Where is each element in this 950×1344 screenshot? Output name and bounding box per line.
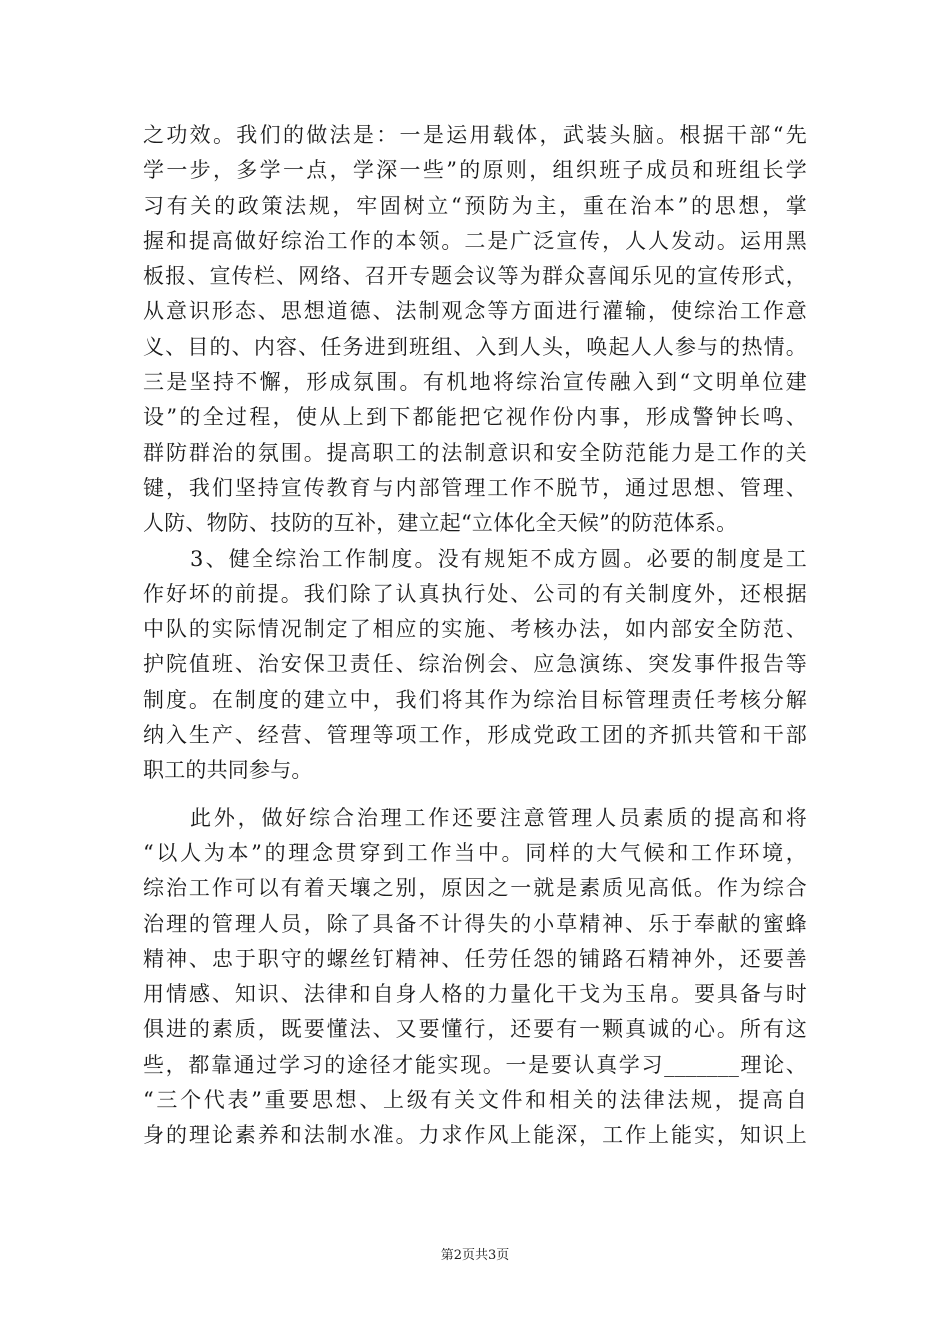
text-line: 三是坚持不懈，形成氛围。有机地将综治宣传融入到“文明单位建 <box>143 370 807 395</box>
text-line: 俱进的素质，既要懂法、又要懂行，还要有一颗真诚的心。所有这 <box>143 1017 807 1042</box>
text-line: 群防群治的氛围。提高职工的法制意识和安全防范能力是工作的关 <box>143 440 807 465</box>
paragraph-spacer <box>143 789 807 801</box>
text-line: 治理的管理人员，除了具备不计得失的小草精神、乐于奉献的蜜蜂 <box>143 911 807 936</box>
text-line: 纳入生产、经营、管理等项工作，形成党政工团的齐抓共管和干部 <box>143 723 807 748</box>
paragraph-2 <box>143 542 807 789</box>
document-body <box>143 118 807 1154</box>
text-line: 从意识形态、思想道德、法制观念等方面进行灌输，使综治工作意 <box>143 299 807 324</box>
text-line: 设”的全过程，使从上到下都能把它视作份内事，形成警钟长鸣、 <box>143 405 807 430</box>
page-number: 第2页共3页 <box>440 1248 510 1263</box>
text-line: 职工的共同参与。 <box>143 758 313 783</box>
text-line: 用情感、知识、法律和自身人格的力量化干戈为玉帛。要具备与时 <box>143 982 807 1007</box>
paragraph-1 <box>143 118 807 542</box>
text-line: 板报、宣传栏、网络、召开专题会议等为群众喜闻乐见的宣传形式， <box>143 264 807 289</box>
text-line: 握和提高做好综治工作的本领。二是广泛宣传，人人发动。运用黑 <box>143 228 807 253</box>
text-line: “三个代表”重要思想、上级有关文件和相关的法律法规，提高自 <box>143 1088 807 1113</box>
text-line: 3、健全综治工作制度。没有规矩不成方圆。必要的制度是工 <box>190 546 807 571</box>
text-line: 键，我们坚持宣传教育与内部管理工作不脱节，通过思想、管理、 <box>143 475 807 500</box>
text-line: 义、目的、内容、任务进到班组、入到人头，唤起人人参与的热情。 <box>143 334 807 359</box>
text-line: 习有关的政策法规，牢固树立“预防为主，重在治本”的思想，掌 <box>143 193 807 218</box>
text-line: 作好坏的前提。我们除了认真执行处、公司的有关制度外，还根据 <box>143 581 807 606</box>
text-line: 学一步，多学一点，学深一些”的原则，组织班子成员和班组长学 <box>143 158 807 183</box>
text-line: 护院值班、治安保卫责任、综治例会、应急演练、突发事件报告等 <box>143 652 807 677</box>
text-line: 些，都靠通过学习的途径才能实现。一是要认真学习_______理论、 <box>143 1052 807 1077</box>
text-line: 之功效。我们的做法是：一是运用载体，武装头脑。根据干部“先 <box>143 123 807 147</box>
text-line: 综治工作可以有着天壤之别，原因之一就是素质见高低。作为综合 <box>143 876 807 901</box>
text-line: 人防、物防、技防的互补，建立起“立体化全天候”的防范体系。 <box>143 511 738 536</box>
text-line: 中队的实际情况制定了相应的实施、考核办法，如内部安全防范、 <box>143 617 807 642</box>
text-line: “以人为本”的理念贯穿到工作当中。同样的大气候和工作环境， <box>143 840 807 865</box>
text-line: 精神、忠于职守的螺丝钉精神、任劳任怨的铺路石精神外，还要善 <box>143 946 807 971</box>
text-line: 身的理论素养和法制水准。力求作风上能深，工作上能实，知识上 <box>143 1123 807 1148</box>
text-line: 此外，做好综合治理工作还要注意管理人员素质的提高和将 <box>190 805 807 830</box>
paragraph-3 <box>143 801 807 1154</box>
text-line: 制度。在制度的建立中，我们将其作为综治目标管理责任考核分解 <box>143 687 807 712</box>
